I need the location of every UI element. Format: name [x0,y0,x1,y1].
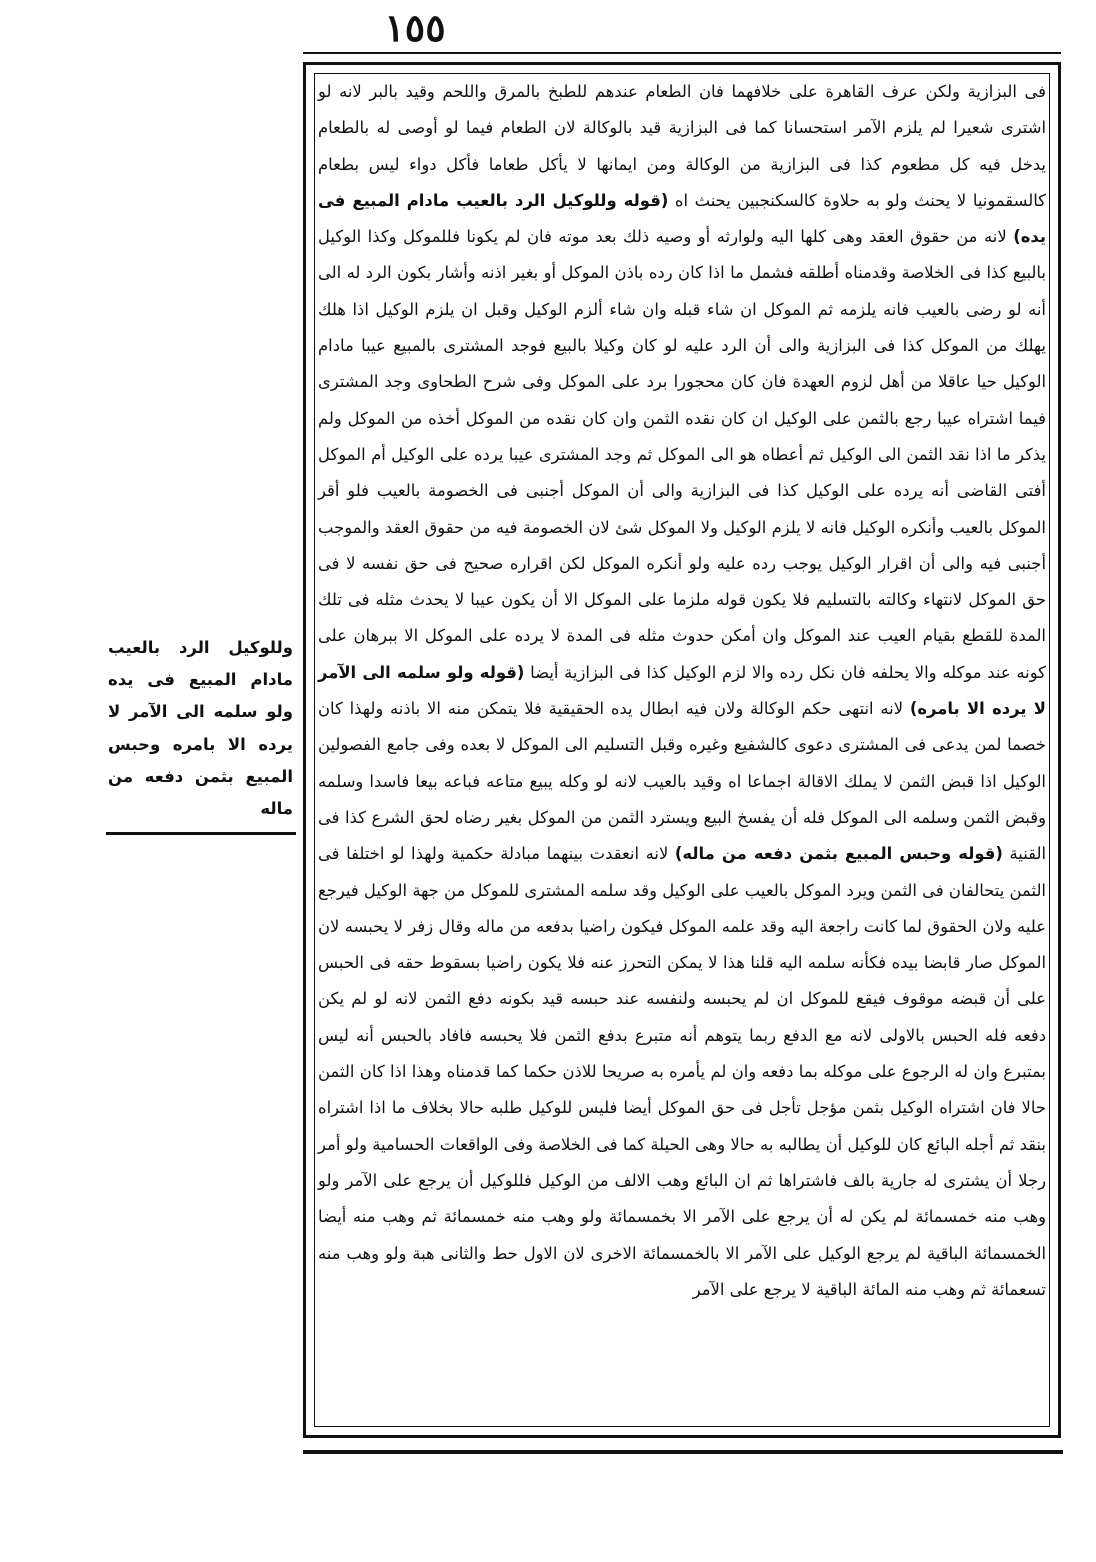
commentary-body [318,74,1046,1308]
top-rule [303,52,1061,54]
page-number: ١٥٥ [384,5,446,50]
commentary-text-1: فى البزازية ولكن عرف القاهرة على خلافهما فان الطعام عندهم للطبخ بالمرق واللحم وقيد بالبر لانه لو اشترى شعيرا لم يلزم الآمر استحسانا كما فى البزازية قيد بالوكالة لان الطعام فيما لو أوصى له بالطعام يدخل فيه كل مطعوم كذا فى البزازية من الوكالة ومن ايمانها لا يأكل طعاما فأكل دواء ليس بطعام كالسقمونيا لا يحنث ولو به حلاوة كالسكنجبين يحنث اه [318,82,1046,210]
quoted-matn-1: (قوله وللوكيل الرد بالعيب مادام المبيع فى يده) [318,190,1046,247]
commentary-paragraph [318,74,1046,1308]
quoted-matn-2: (قوله ولو سلمه الى الآمر لا يرده الا بامره) [318,662,1046,719]
margin-note-rule [106,832,296,835]
margin-note: وللوكيل الرد بالعيب مادام المبيع فى يده ولو سلمه الى الآمر لا يرده الا بامره وحبس المبيع بثمن دفعه من ماله [108,638,293,819]
commentary-text-2: لانه من حقوق العقد وهى كلها اليه ولوارثه أو وصيه ذلك بعد موته فان لم يكونا فللموكل وكذا الوكيل بالبيع كذا فى الخلاصة وقدمناه أطلقه فشمل ما اذا كان رده باذن الموكل أو بغير اذنه وأشار بكون الرد له الى أنه لو رضى بالعيب فانه يلزمه ثم الموكل ان شاء قبله وان شاء ألزم الوكيل وقبل ان يلزم الوكيل اذا هلك يهلك من الموكل كذا فى البزازية والى أن الرد عليه لو كان وكيلا بالبيع فوجد المشترى بالمبيع عيبا مادام الوكيل حيا عاقلا من أهل لزوم العهدة فان كان محجورا برد على الموكل وفى شرح الطحاوى وجد المشترى فيما اشتراه عيبا رجع بالثمن على الوكيل ان كان نقده الثمن وان كان نقده من الموكل أخذه من الموكل ولم يذكر ما اذا نقد الثمن الى الوكيل ثم أعطاه هو الى الموكل ثم وجد المشترى عيبا يرده على الوكيل أم الموكل أفتى القاضى أنه يرده على الوكيل كذا فى البزازية والى أن الموكل أجنبى فى الخصومة بالعيب فلو أقر الموكل بالعيب وأنكره الوكيل فانه لا يلزم الوكيل ولا الموكل شئ لان الخصومة فيه من حقوق العقد والموجب أجنبى فيه والى أن اقرار الوكيل يوجب رده عليه ولو أنكره الموكل لكن اقراره صحيح فى حق نفسه لا فى حق الموكل لانتهاء وكالته بالتسليم فلا يكون قوله ملزما على الموكل الا أن يكون عيبا لا يحدث مثله فى تلك المدة للقطع بقيام العيب عند الموكل وان أمكن حدوث مثله فى المدة لا يرده على الموكل الا ببرهان على كونه عند موكله والا يحلفه فان نكل رده والا لزم الوكيل كذا فى البزازية أيضا [318,227,1046,682]
commentary-text-3: لانه انتهى حكم الوكالة ولان فيه ابطال يده الحقيقية فلا يتمكن منه الا باذنه ولهذا كان خصما لمن يدعى فى المشترى دعوى كالشفيع وغيره وقبل التسليم الى الموكل لا بعده وفى جامع الفصولين الوكيل اذا قبض الثمن لا يملك الاقالة اجماعا اه وقيد بالعيب لانه لو وكله يبيع متاعه فباعه بيعا فاسدا وسلمه وقبض الثمن وسلمه الى الموكل فله أن يفسخ البيع ويسترد الثمن من الموكل بغير رضاه لحق الشرع كذا فى القنية [318,699,1047,864]
quoted-matn-3: (قوله وحبس المبيع بثمن دفعه من ماله) [674,844,1003,864]
frame-bottom-rule [303,1450,1063,1454]
commentary-text-4: لانه انعقدت بينهما مبادلة حكمية ولهذا لو اختلفا فى الثمن يتحالفان فى الثمن ويرد الموكل بالعيب على الوكيل وقد سلمه المشترى للموكل من جهة الوكيل فيرجع عليه ولان الحقوق لما كانت راجعة اليه وقد علمه الموكل فيكون راضيا بدفعه من ماله وقال زفر لا يحبسه لان الموكل صار قابضا بيده فكأنه سلمه اليه قلنا هذا لا يمكن التحرز عنه فلا يكون راضيا بسقوط حقه فى الحبس على أن قبضه موقوف فيقع للموكل ان لم يحبسه ولنفسه عند حبسه قيد بكونه دفع الثمن لانه لو لم يكن دفعه فله الحبس بالاولى لانه مع الدفع ربما يتوهم أنه متبرع بدفع الثمن فلا يحبسه فافاد بالحبس أنه ليس بمتبرع وان له الرجوع على موكله بما دفعه وان لم يأمره به صريحا للاذن حكما كما قدمناه وهذا اذا كان الثمن حالا فان اشتراه الوكيل بثمن مؤجل تأجل فى حق الموكل أيضا فليس للوكيل طلبه حالا بخلاف ما اذا اشتراه بنقد ثم أجله البائع كان للوكيل أن يطالبه به حالا وهى الحيلة كما فى الخلاصة وفى الواقعات الحسامية ولو أمر رجلا أن يشترى له جارية بالف فاشتراها ثم ان البائع وهب الالف من الوكيل فللوكيل أن يرجع على الآمر ولو وهب منه خمسمائة لم يكن له أن يرجع على الآمر الا بخمسمائة ولو وهب منه خمسمائة ثم وهب منه أيضا الخمسمائة الباقية لم يرجع الوكيل على الآمر الا بالخمسمائة الاخرى لان الاول حط والثانى هبة ولو وهب منه تسعمائة ثم وهب منه المائة الباقية لا يرجع على الآمر [318,844,1046,1299]
